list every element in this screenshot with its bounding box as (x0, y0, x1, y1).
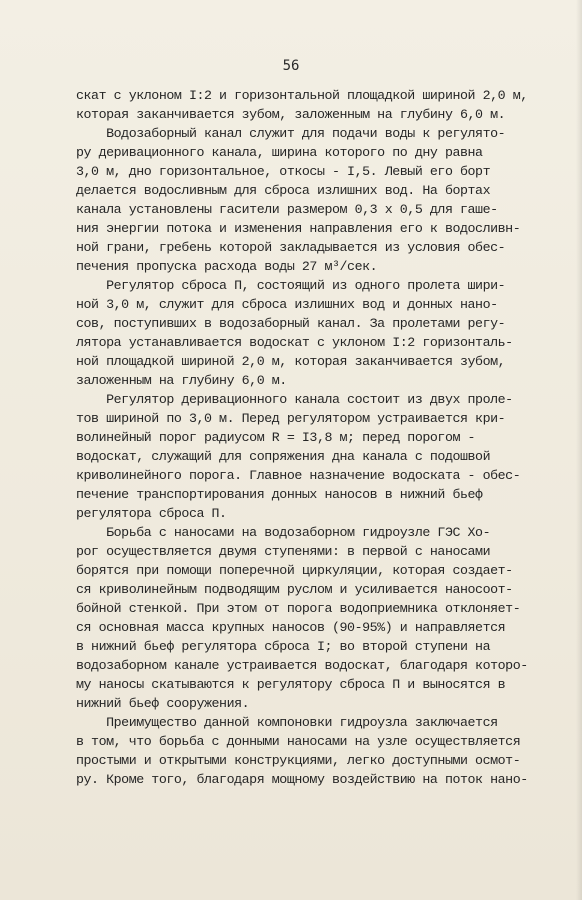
text-line: ния энергии потока и изменения направления его к водосливн- (76, 221, 521, 236)
page-number: 56 (282, 58, 300, 74)
text-line: ной 3,0 м, служит для сброса излишних вод и донных нано- (76, 297, 498, 312)
text-line: Регулятор деривационного канала состоит из двух проле- (76, 392, 513, 407)
text-line: простыми и открытыми конструкциями, легко доступными осмот- (76, 753, 521, 768)
text-line: Водозаборный канал служит для подачи воды к регулято- (76, 126, 506, 141)
text-line: ру деривационного канала, ширина которого по дну равна (76, 145, 483, 160)
text-line: печения пропуска расхода воды 27 м³/сек. (76, 259, 378, 274)
text-line: скат с уклоном I:2 и горизонтальной площадкой шириной 2,0 м, (76, 88, 528, 103)
body-text (76, 86, 546, 789)
page-edge-shadow (576, 0, 582, 900)
text-line: бойной стенкой. При этом от порога водоприемника отклоняет- (76, 601, 521, 616)
text-line: нижний бьеф сооружения. (76, 696, 250, 711)
text-line: в том, что борьба с донными наносами на узле осуществляется (76, 734, 521, 749)
text-line: волинейный порог радиусом R = I3,8 м; перед порогом - (76, 430, 476, 445)
text-line: 3,0 м, дно горизонтальное, откосы - I,5. Левый его борт (76, 164, 491, 179)
text-line: му наносы скатываются к регулятору сброса П и выносятся в (76, 677, 506, 692)
text-line: Преимущество данной компоновки гидроузла заключается (76, 715, 498, 730)
text-line: делается водосливным для сброса излишних вод. На бортах (76, 183, 491, 198)
text-line: канала установлены гасители размером 0,3 х 0,5 для гаше- (76, 202, 498, 217)
text-line: печение транспортирования донных наносов в нижний бьеф (76, 487, 483, 502)
text-line: борятся при помощи поперечной циркуляции, которая создает- (76, 563, 513, 578)
text-line: ной площадкой шириной 2,0 м, которая заканчивается зубом, (76, 354, 506, 369)
text-line: водоскат, служащий для сопряжения дна канала с подошвой (76, 449, 491, 464)
text-line: тов шириной по 3,0 м. Перед регулятором устраивается кри- (76, 411, 506, 426)
text-line: в нижний бьеф регулятора сброса I; во второй ступени на (76, 639, 491, 654)
text-line: которая заканчивается зубом, заложенным на глубину 6,0 м. (76, 107, 506, 122)
text-line: ной грани, гребень которой закладывается из условия обес- (76, 240, 506, 255)
text-line: ся криволинейным подводящим руслом и усиливается наносоот- (76, 582, 513, 597)
text-line: Борьба с наносами на водозаборном гидроузле ГЭС Хо- (76, 525, 491, 540)
text-line: рог осуществляется двумя ступенями: в первой с наносами (76, 544, 491, 559)
text-line: ру. Кроме того, благодаря мощному воздействию на поток нано- (76, 772, 528, 787)
text-line: регулятора сброса П. (76, 506, 227, 521)
text-line: лятора устанавливается водоскат с уклоном I:2 горизонталь- (76, 335, 513, 350)
text-line: Регулятор сброса П, состоящий из одного пролета шири- (76, 278, 506, 293)
text-line: сов, поступивших в водозаборный канал. За пролетами регу- (76, 316, 506, 331)
text-line: криволинейного порога. Главное назначение водоската - обес- (76, 468, 521, 483)
text-line: ся основная масса крупных наносов (90-95%) и направляется (76, 620, 506, 635)
text-line: водозаборном канале устраивается водоскат, благодаря которо- (76, 658, 528, 673)
text-line: заложенным на глубину 6,0 м. (76, 373, 287, 388)
